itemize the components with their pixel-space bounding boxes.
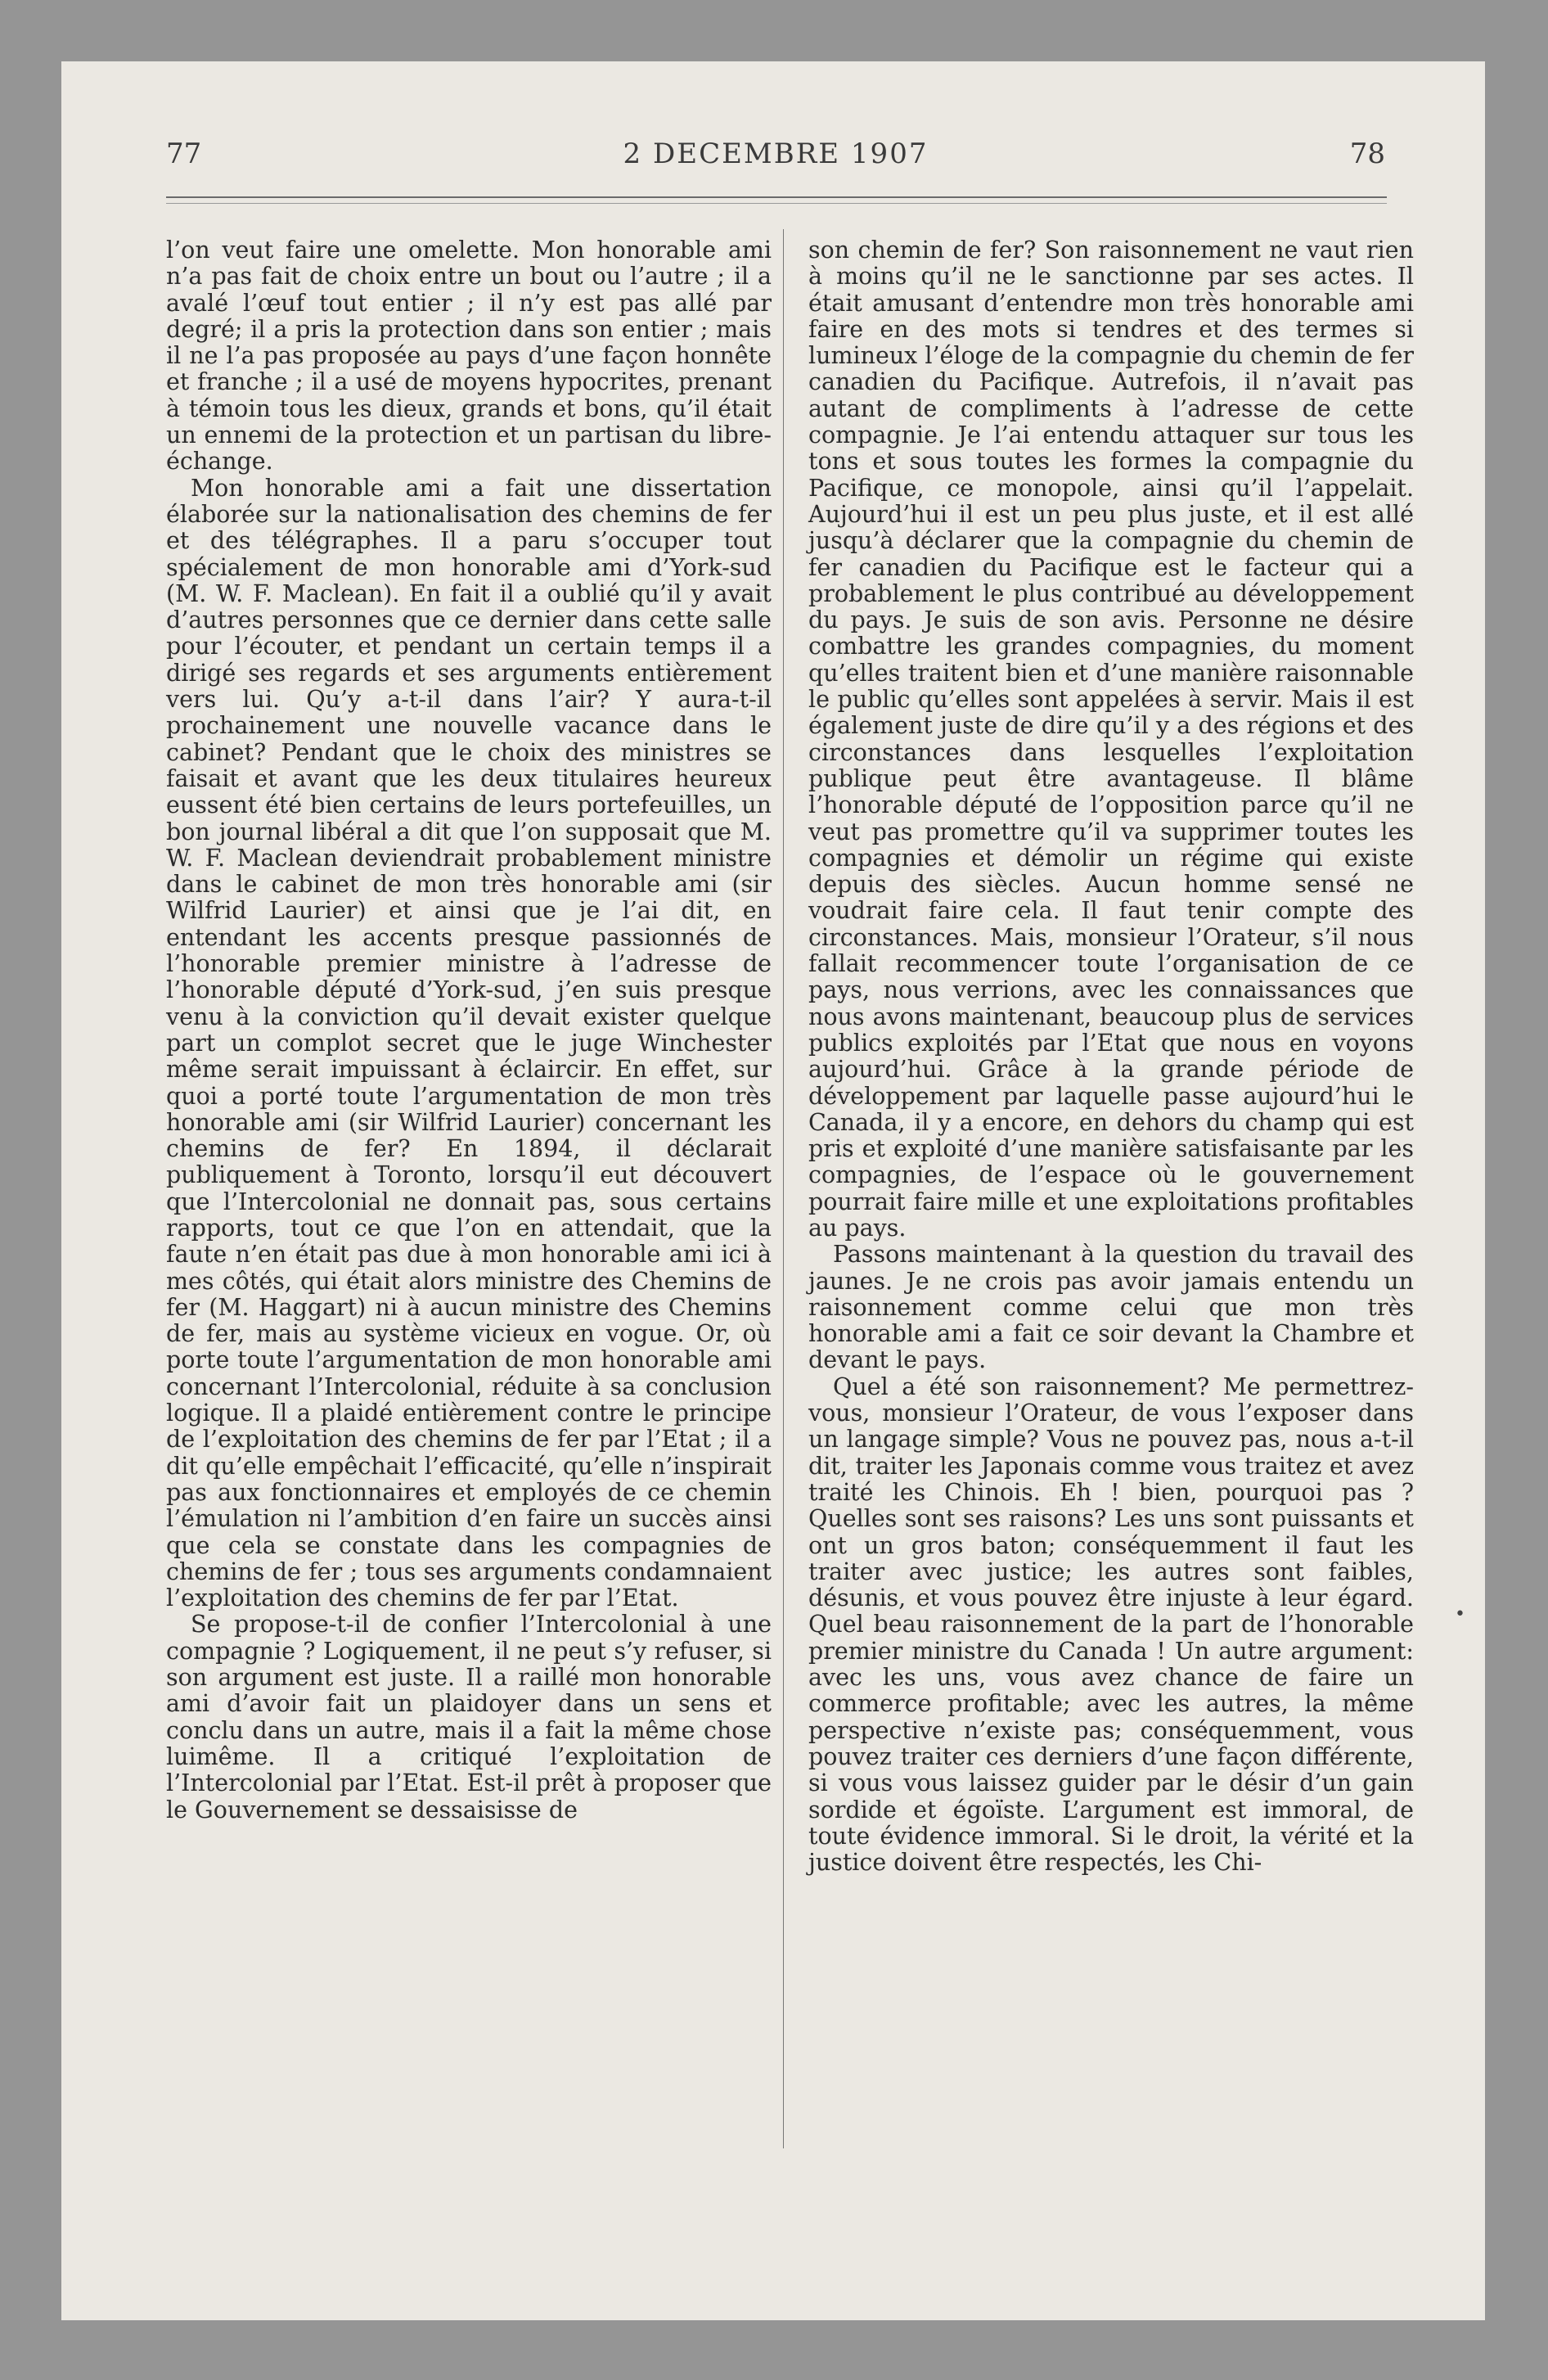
paragraph: Mon honorable ami a fait une dissertation élaborée sur la nationalisation des chemins de fer et des télégraphes. Il a paru s’occuper tout spécialement de mon honorable ami d’York-sud (M. W. F. Maclean). En fait il a oublié qu’il y avait d’autres personnes que ce dernier dans cette salle pour l’écouter, et pendant un certain temps il a dirigé ses regards et ses arguments entièrement vers lui. Qu’y a-t-il dans l’air? Y aura-t-il prochainement une nouvelle vacance dans le cabinet? Pendant que le choix des ministres se faisait et avant que les deux titulaires heureux eussent été bien certains de leurs portefeuilles, un bon journal libéral a dit que l’on supposait que M. W. F. Maclean deviendrait probablement ministre dans le cabinet de mon très honorable ami (sir Wilfrid Laurier) et ainsi que je l’ai dit, en entendant les accents presque passionnés de l’honorable premier ministre à l’adresse de l’honorable député d’York-sud, j’en suis presque venu à la conviction qu’il devait exister quelque part un complot secret que le juge Winchester même serait impuissant à éclaircir. En effet, sur quoi a porté toute l’argumentation de mon très honorable ami (sir Wilfrid Laurier) concernant les chemins de fer? En 1894, il déclarait publiquement à Toronto, lorsqu’il eut découvert que l’Intercolonial ne donnait pas, sous certains rapports, tout ce que l’on en attendait, que la faute n’en était pas due à mon honorable ami ici à mes côtés, qui était alors ministre des Chemins de fer (M. Haggart) ni à aucun ministre des Chemins de fer, mais au système vicieux en vogue. Or, où porte toute l’argumentation de mon honorable ami concernant l’Intercolonial, réduite à sa conclusion logique. Il a plaidé entièrement contre le principe de l’exploitation des chemins de fer par l’Etat ; il a dit qu’elle empêchait l’efficacité, qu’elle n’inspirait pas aux fonctionnaires et employés de ce chemin l’émulation ni l’ambition d’en faire un succès ainsi que cela se constate dans les compagnies de chemins de fer ; tous ses arguments condamnaient l’exploitation des chemins de fer par l’Etat. [166, 474, 772, 1612]
page-header [166, 137, 1385, 178]
page-number-left: 77 [166, 137, 202, 170]
paragraph: Quel a été son raisonnement? Me permettrez-vous, monsieur l’Orateur, de vous l’exposer dans un langage simple? Vous ne pouvez pas, nous a-t-il dit, traiter les Japonais comme vous traitez et avez traité les Chinois. Eh ! bien, pourquoi pas ? Quelles sont ses raisons? Les uns sont puissants et ont un gros baton; conséquemment il faut les traiter avec justice; les autres sont faibles, désunis, et vous pouvez être injuste à leur égard. Quel beau raisonnement de la part de l’honorable premier ministre du Canada ! Un autre argument: avec les uns, vous avez chance de faire un commerce profitable; avec les autres, la même perspective n’existe pas; conséquemment, vous pouvez traiter ces derniers d’une façon différente, si vous vous laissez guider par le désir d’un gain sordide et égoïste. L’argument est immoral, de toute évidence immoral. Si le droit, la vérité et la justice doivent être respectés, les Chi- [808, 1373, 1414, 1877]
header-rule [166, 196, 1387, 198]
page-number-right: 78 [1349, 137, 1385, 170]
column-divider [783, 229, 784, 2148]
left-column [166, 237, 772, 1823]
paragraph: Se propose-t-il de confier l’Intercolonial à une compagnie ? Logiquement, il ne peut s’y refuser, si son argument est juste. Il a raillé mon honorable ami d’avoir fait un plaidoyer dans un sens et conclu dans un autre, mais il a fait la même chose luimême. Il a critiqué l’exploitation de l’Intercolonial par l’Etat. Est-il prêt à proposer que le Gouvernement se dessaisisse de [166, 1611, 772, 1823]
page-date: 2 DECEMBRE 1907 [623, 137, 929, 170]
right-column [808, 237, 1414, 1876]
ink-mark: • [1455, 1604, 1465, 1625]
header-rule-secondary [166, 203, 1387, 204]
paragraph: son chemin de fer? Son raisonnement ne vaut rien à moins qu’il ne le sanctionne par ses actes. Il était amusant d’entendre mon très honorable ami faire en des mots si tendres et des termes si lumineux l’éloge de la compagnie du chemin de fer canadien du Pacifique. Autrefois, il n’avait pas autant de compliments à l’adresse de cette compagnie. Je l’ai entendu attaquer sur tous les tons et sous toutes les formes la compagnie du Pacifique, ce monopole, ainsi qu’il l’appelait. Aujourd’hui il est un peu plus juste, et il est allé jusqu’à déclarer que la compagnie du chemin de fer canadien du Pacifique est le facteur qui a probablement le plus contribué au développement du pays. Je suis de son avis. Personne ne désire combattre les grandes compagnies, du moment qu’elles traitent bien et d’une manière raisonnable le public qu’elles sont appelées à servir. Mais il est également juste de dire qu’il y a des régions et des circonstances dans lesquelles l’exploitation publique peut être avantageuse. Il blâme l’honorable député de l’opposition parce qu’il ne veut pas promettre qu’il va supprimer toutes les compagnies et démolir un régime qui existe depuis des siècles. Aucun homme sensé ne voudrait faire cela. Il faut tenir compte des circonstances. Mais, monsieur l’Orateur, s’il nous fallait recommencer toute l’organisation de ce pays, nous verrions, avec les connaissances que nous avons maintenant, beaucoup plus de services publics exploités par l’Etat que nous en voyons aujourd’hui. Grâce à la grande période de développement par laquelle passe aujourd’hui le Canada, il y a encore, en dehors du champ qui est pris et exploité d’une manière satisfaisante par les compagnies, de l’espace où le gouvernement pourrait faire mille et une exploitations profitables au pays. [808, 237, 1414, 1242]
paragraph: l’on veut faire une omelette. Mon honorable ami n’a pas fait de choix entre un bout ou l’autre ; il a avalé l’œuf tout entier ; il n’y est pas allé par degré; il a pris la protection dans son entier ; mais il ne l’a pas proposée au pays d’une façon honnête et franche ; il a usé de moyens hypocrites, prenant à témoin tous les dieux, grands et bons, qu’il était un ennemi de la protection et un partisan du libre-échange. [166, 237, 772, 476]
paragraph: Passons maintenant à la question du travail des jaunes. Je ne crois pas avoir jamais entendu un raisonnement comme celui que mon très honorable ami a fait ce soir devant la Chambre et devant le pays. [808, 1241, 1414, 1374]
